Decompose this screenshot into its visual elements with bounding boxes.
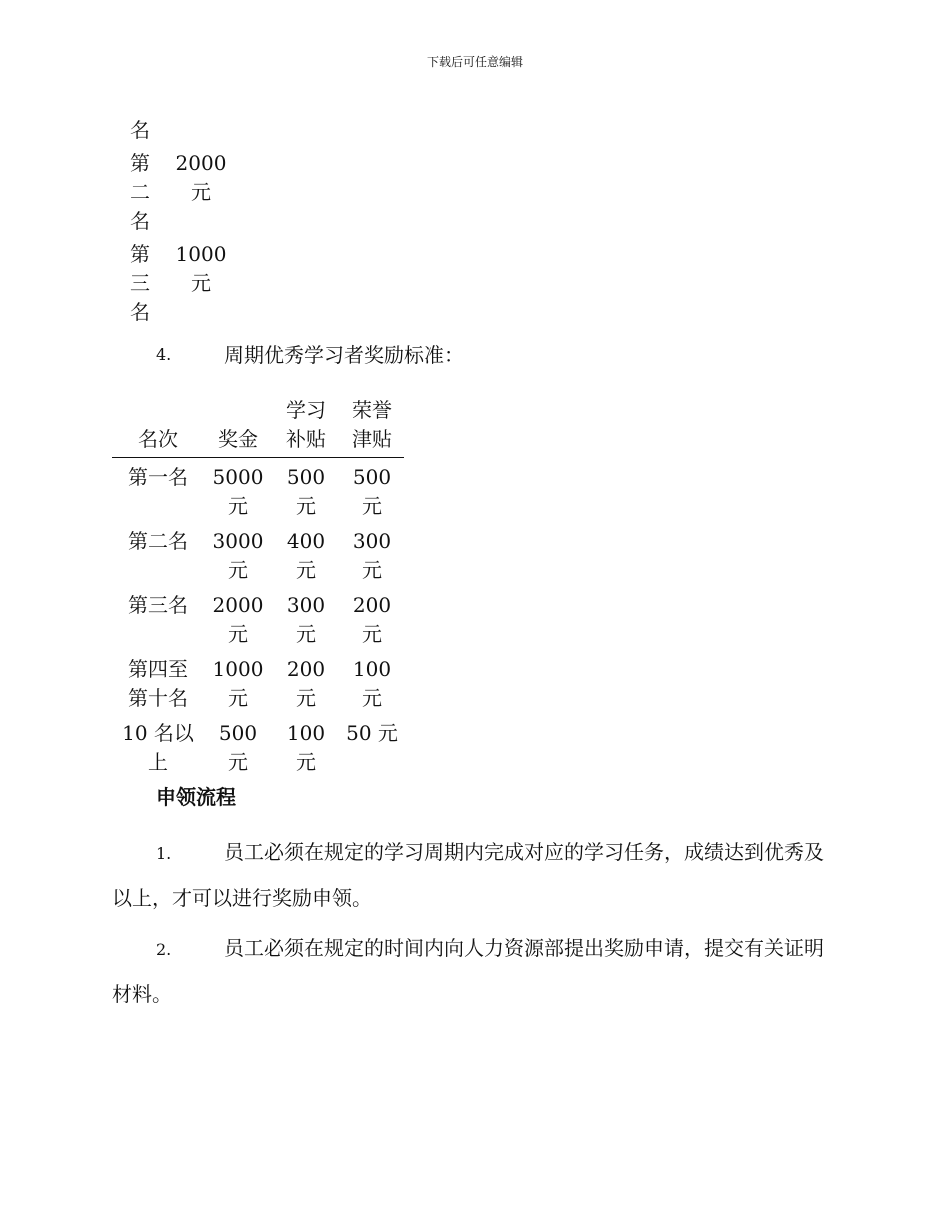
honor-allowance-cell: 50 元: [346, 721, 398, 745]
cell-line: 元: [228, 622, 248, 646]
step-number: 2.: [156, 940, 172, 959]
honor-allowance-cell: [340, 458, 404, 525]
study-subsidy-cell: [272, 458, 340, 525]
cell-line: 上: [148, 750, 168, 774]
bonus-cell: [204, 652, 272, 716]
continued-reward-table: [112, 116, 252, 327]
rank-line: 第: [130, 151, 150, 175]
cell-line: 200: [352, 593, 392, 617]
amount-line: 元: [191, 180, 211, 204]
step-number: 1.: [156, 844, 172, 863]
header-bonus: 奖金: [204, 396, 272, 458]
amount-line: 元: [191, 271, 211, 295]
list-text: 周期优秀学习者奖励标准：: [224, 343, 464, 367]
cell-line: 元: [296, 622, 316, 646]
amount-cell: [168, 240, 234, 327]
honor-allowance-cell: [340, 588, 404, 652]
cell-line: 200: [286, 657, 326, 681]
table-row: [112, 652, 404, 716]
table-header-row: [112, 396, 404, 458]
amount-cell: [168, 149, 234, 236]
study-subsidy-cell: [272, 524, 340, 588]
table-row: [112, 716, 404, 780]
bonus-cell: [204, 524, 272, 588]
rank-cell: 名: [130, 118, 150, 142]
table-row: [112, 588, 404, 652]
cell-line: 元: [362, 686, 382, 710]
cell-line: 第四至: [128, 657, 188, 681]
cell-line: 元: [296, 494, 316, 518]
cell-line: 元: [362, 622, 382, 646]
table-row: [112, 149, 252, 236]
cell-line: 2000: [212, 593, 264, 617]
step-paragraph-2: [112, 926, 836, 1016]
honor-allowance-cell: [340, 652, 404, 716]
rank-cell: [112, 716, 204, 780]
list-number: 4.: [156, 345, 172, 364]
bonus-cell: [204, 716, 272, 780]
section-title: 申领流程: [156, 785, 236, 809]
cell-line: 荣誉: [352, 398, 392, 422]
table-row: [112, 524, 404, 588]
cell-line: 元: [296, 558, 316, 582]
rank-line: 第: [130, 242, 150, 266]
cell-line: 10 名以: [122, 721, 194, 745]
cell-line: 元: [296, 750, 316, 774]
study-subsidy-cell: [272, 588, 340, 652]
rank-line: 二: [130, 180, 150, 204]
cell-line: 500: [286, 465, 326, 489]
rank-line: 名: [130, 209, 150, 233]
cell-line: 元: [228, 558, 248, 582]
header-study-subsidy: [272, 396, 340, 458]
rank-cell: [112, 240, 168, 327]
cell-line: 500: [218, 721, 258, 745]
rank-line: 三: [130, 271, 150, 295]
cell-line: 元: [228, 686, 248, 710]
cell-line: 300: [286, 593, 326, 617]
table-row: [112, 116, 252, 145]
rank-line: 名: [130, 300, 150, 324]
step-text: 员工必须在规定的学习周期内完成对应的学习任务，成绩达到优秀及以上，才可以进行奖励申领。: [112, 840, 824, 910]
amount-cell: [168, 116, 234, 145]
cell-line: 元: [362, 558, 382, 582]
cell-line: 学习: [286, 398, 326, 422]
amount-line: 2000: [175, 151, 227, 175]
study-subsidy-cell: [272, 716, 340, 780]
cell-line: 元: [362, 494, 382, 518]
bonus-cell: [204, 588, 272, 652]
cell-line: 元: [228, 750, 248, 774]
rank-cell: 第三名: [128, 593, 188, 617]
cell-line: 500: [352, 465, 392, 489]
table-row: [112, 458, 404, 525]
page-header: 下载后可任意编辑: [426, 55, 523, 69]
cell-line: 5000: [212, 465, 264, 489]
cell-line: 第十名: [128, 686, 188, 710]
step-paragraph-1: [112, 830, 836, 920]
rank-cell: [112, 149, 168, 236]
cell-line: 元: [296, 686, 316, 710]
cell-line: 3000: [212, 529, 264, 553]
rank-cell: 第一名: [128, 465, 188, 489]
header-honor-allowance: [340, 396, 404, 458]
rank-cell: [112, 652, 204, 716]
cell-line: 元: [228, 494, 248, 518]
table-row: [112, 240, 252, 327]
cell-line: 1000: [212, 657, 264, 681]
bonus-cell: [204, 458, 272, 525]
honor-allowance-cell: [340, 524, 404, 588]
cell-line: 津贴: [352, 427, 392, 451]
step-text: 员工必须在规定的时间内向人力资源部提出奖励申请，提交有关证明材料。: [112, 936, 824, 1006]
reward-standard-table: [112, 396, 404, 780]
amount-line: 1000: [175, 242, 227, 266]
study-subsidy-cell: [272, 652, 340, 716]
rank-cell: 第二名: [128, 529, 188, 553]
header-rank: 名次: [112, 396, 204, 458]
cell-line: 100: [352, 657, 392, 681]
cell-line: 100: [286, 721, 326, 745]
cell-line: 400: [286, 529, 326, 553]
cell-line: 补贴: [286, 427, 326, 451]
cell-line: 300: [352, 529, 392, 553]
